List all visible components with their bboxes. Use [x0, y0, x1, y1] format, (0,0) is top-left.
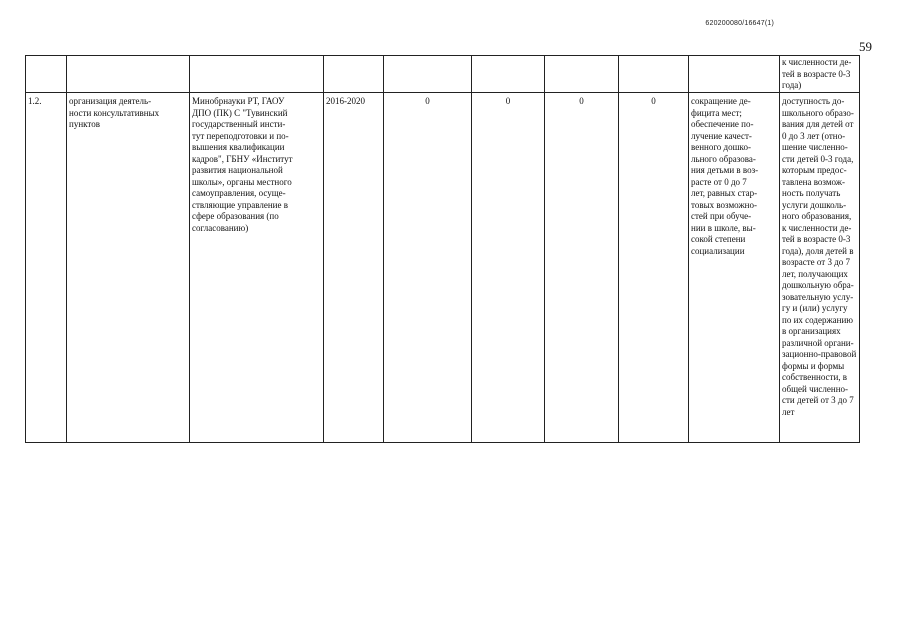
text-line: товых возможно-: [691, 199, 757, 210]
text-line: года): [782, 80, 802, 90]
funding-value: 0: [579, 96, 584, 106]
text-line: тей в возрасте 0-3: [782, 234, 851, 244]
text-line: школьного образо-: [782, 107, 854, 118]
text-line: лет: [782, 406, 795, 417]
cell-executors: [190, 93, 324, 443]
text-line: тут переподготовки и по-: [192, 130, 289, 141]
text-line: ность получать: [782, 188, 841, 198]
text-line: сокой степени: [691, 234, 746, 244]
text-line: лет, равных стар-: [691, 188, 758, 198]
cell-row-number: [26, 93, 67, 443]
cell-funding-4: [619, 93, 689, 443]
cell-funding-empty: [384, 56, 472, 93]
text-line: года), доля детей в: [782, 245, 854, 256]
document-id: 620200080/16647(1): [705, 20, 774, 27]
text-line: шение численно-: [782, 142, 848, 152]
text-line: ного образования,: [782, 211, 852, 221]
text-line: которым предос-: [782, 165, 847, 175]
cell-funding-1: [384, 93, 472, 443]
text-line: формы и формы: [782, 360, 845, 371]
funding-value: 0: [425, 96, 430, 106]
text-line: ствляющие управление в: [192, 199, 288, 210]
text-line: государственный инсти-: [192, 119, 286, 129]
page-number: 59: [859, 39, 872, 54]
text-line: льного образова-: [691, 153, 756, 164]
text-line: вышения квалификации: [192, 142, 285, 152]
cell-executors-empty: [190, 56, 324, 93]
text-line: собственности, в: [782, 372, 848, 382]
text-line: пунктов: [69, 119, 100, 129]
text-line: дошкольную обра-: [782, 280, 854, 290]
text-line: лучение качест-: [691, 130, 752, 141]
table-row-continuation: [26, 56, 860, 93]
text-line: возрасте от 3 до 7: [782, 257, 851, 267]
text-line: общей численно-: [782, 383, 849, 394]
cell-result: [689, 93, 780, 443]
text-line: тей в возрасте 0-3: [782, 68, 851, 79]
text-line: стей при обуче-: [691, 211, 752, 221]
text-line: самоуправления, осуще-: [192, 188, 286, 198]
text-line: расте от 0 до 7: [691, 176, 747, 187]
text-line: к численности де-: [782, 222, 852, 233]
cell-event: [67, 93, 190, 443]
row-number: 1.2.: [28, 96, 42, 106]
cell-funding-3: [545, 93, 619, 443]
cell-result-empty: [689, 56, 780, 93]
text-line: организация деятель-: [69, 96, 152, 106]
text-line: согласованию): [192, 222, 249, 233]
program-measures-table: [25, 55, 860, 443]
text-line: вания для детей от: [782, 119, 854, 129]
text-line: ния детьми в воз-: [691, 165, 759, 175]
text-line: сокращение де-: [691, 96, 751, 106]
text-line: услуги дошколь-: [782, 199, 847, 210]
period-value: 2016-2020: [326, 96, 365, 106]
text-line: венного дошко-: [691, 142, 751, 152]
table-row: [26, 93, 860, 443]
text-line: гу и (или) услугу: [782, 303, 848, 313]
text-line: по их содержанию: [782, 314, 854, 325]
text-line: кадров", ГБНУ «Институт: [192, 153, 293, 164]
text-line: Минобрнауки РТ, ГАОУ: [192, 96, 285, 106]
text-line: зовательную услу-: [782, 291, 854, 302]
cell-funding-2: [472, 93, 545, 443]
text-line: школы», органы местного: [192, 176, 292, 187]
cell-indicator: [780, 93, 860, 443]
text-line: различной органи-: [782, 337, 854, 348]
cell-funding-empty: [545, 56, 619, 93]
text-line: социализации: [691, 245, 745, 256]
cell-funding-empty: [472, 56, 545, 93]
text-line: ности консультативных: [69, 107, 160, 118]
cell-indicator-continuation: [780, 56, 860, 93]
cell-event-empty: [67, 56, 190, 93]
text-line: в организациях: [782, 326, 841, 336]
cell-funding-empty: [619, 56, 689, 93]
text-line: 0 до 3 лет (отно-: [782, 130, 846, 141]
text-line: фицита мест;: [691, 107, 742, 118]
text-line: зационно-правовой: [782, 349, 857, 359]
text-line: развития национальной: [192, 165, 283, 175]
text-line: сти детей от 3 до 7: [782, 395, 854, 405]
text-line: лет, получающих: [782, 268, 848, 279]
text-line: к численности де-: [782, 57, 852, 67]
text-line: сфере образования (по: [192, 211, 279, 221]
cell-period: [324, 93, 384, 443]
cell-number-empty: [26, 56, 67, 93]
text-line: нии в школе, вы-: [691, 222, 756, 233]
text-line: обеспечение по-: [691, 119, 754, 129]
text-line: сти детей 0-3 года,: [782, 153, 854, 164]
text-line: тавлена возмож-: [782, 176, 846, 187]
cell-period-empty: [324, 56, 384, 93]
funding-value: 0: [651, 96, 656, 106]
text-line: доступность до-: [782, 96, 845, 106]
text-line: ДПО (ПК) С "Тувинский: [192, 107, 288, 118]
funding-value: 0: [505, 96, 511, 106]
